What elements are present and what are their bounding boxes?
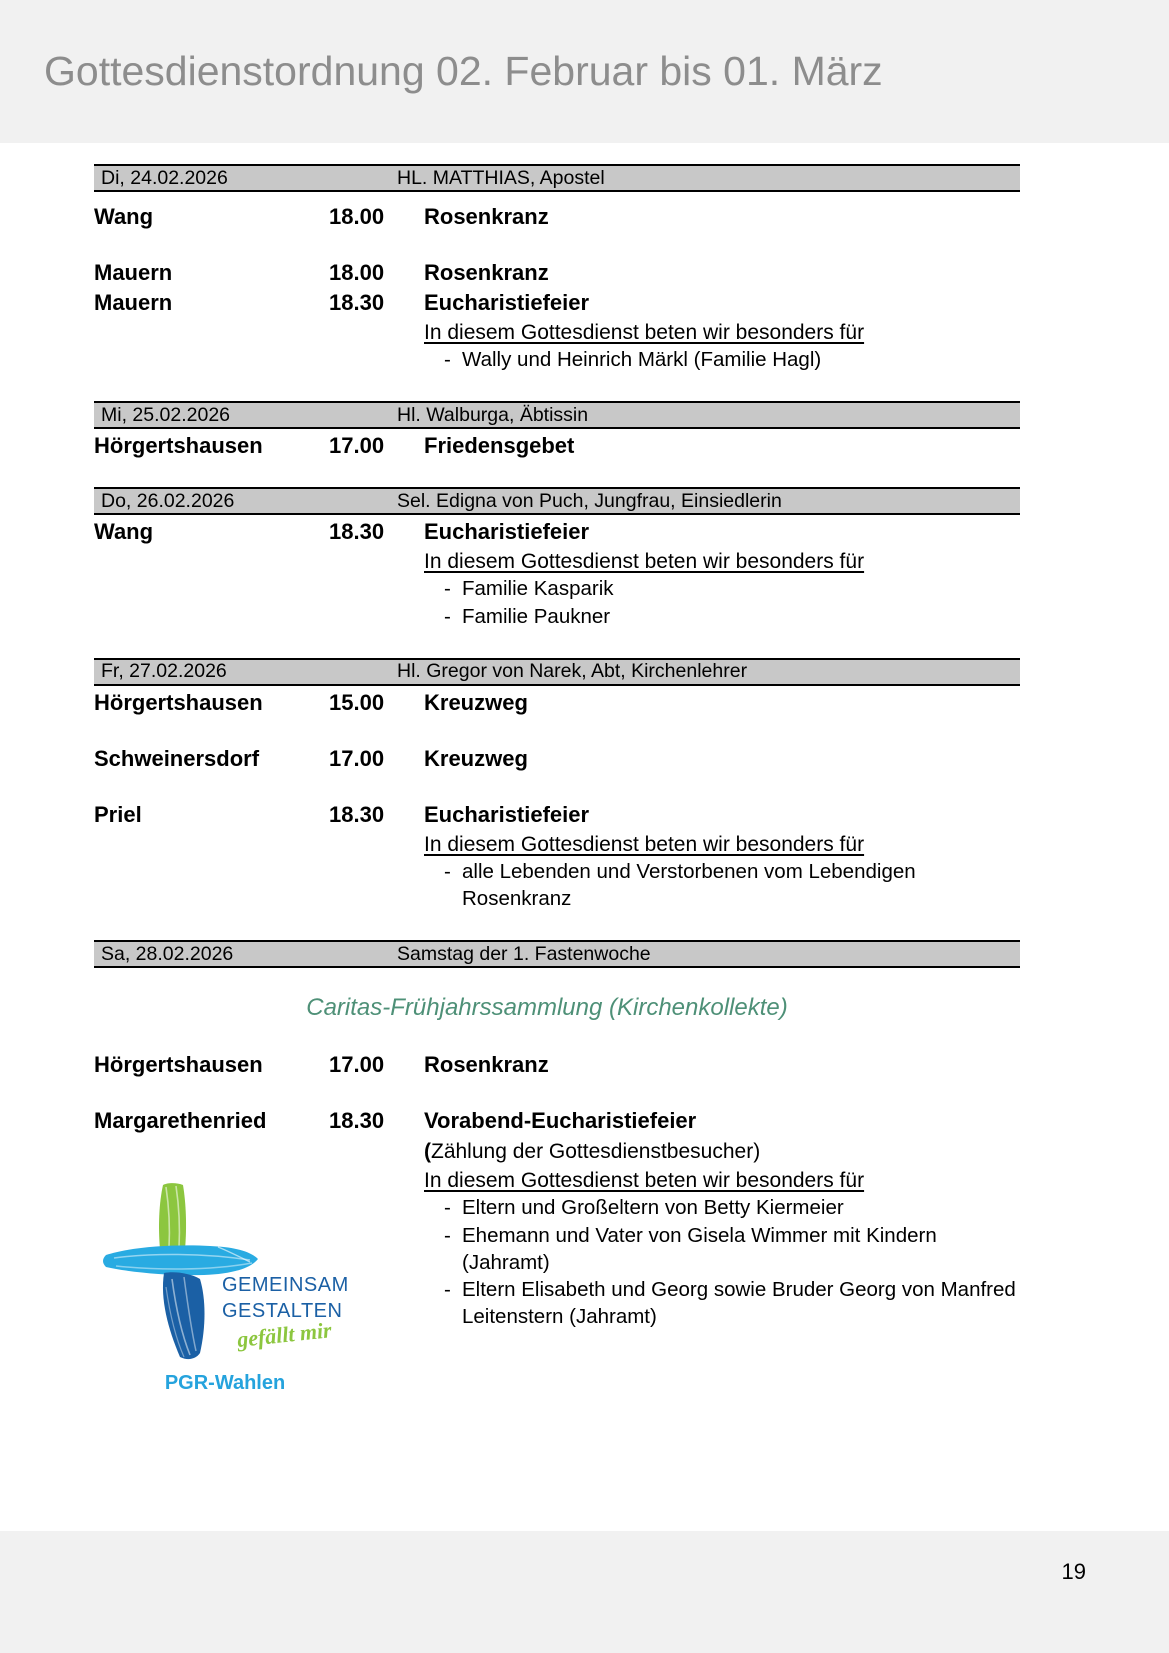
- service-name: Friedensgebet: [424, 433, 575, 459]
- intention-item: - Familie Paukner: [424, 603, 1020, 630]
- service-time: 18.30: [329, 801, 385, 827]
- intentions-list: [424, 1194, 1020, 1330]
- service-note: [424, 1140, 1020, 1164]
- service-name: Rosenkranz: [424, 204, 549, 229]
- day-date: Fr, 27.02.2026: [101, 660, 227, 683]
- logo-line2: GESTALTEN: [222, 1300, 343, 1323]
- row-spacer: [94, 1078, 1020, 1096]
- service-place: Wang: [94, 204, 154, 229]
- row-spacer: [94, 230, 1020, 248]
- service-row: [94, 746, 1020, 772]
- service-name: Eucharistiefeier: [424, 801, 590, 827]
- service-note-prefix: (: [424, 1140, 431, 1164]
- section-spacer: [94, 912, 1020, 940]
- day-header: [94, 487, 1020, 515]
- service-time: 18.30: [329, 519, 385, 545]
- bottom-area: [94, 1169, 1020, 1395]
- day-header: [94, 164, 1020, 192]
- intentions-heading: In diesem Gottesdienst beten wir besonders für: [424, 550, 865, 574]
- service-row: [94, 260, 1020, 286]
- intention-item: - Ehemann und Vater von Gisela Wimmer mit Kindern (Jahramt): [424, 1222, 1020, 1277]
- service-time: 15.00: [329, 689, 385, 715]
- service-time: 18.00: [329, 204, 385, 229]
- service-place: Margarethenried: [94, 1108, 267, 1134]
- service-name: Kreuzweg: [424, 689, 528, 715]
- service-place: Schweinersdorf: [94, 745, 260, 771]
- intention-item: - alle Lebenden und Verstorbenen vom Lebendigen Rosenkranz: [424, 858, 1020, 913]
- intentions-heading: In diesem Gottesdienst beten wir besonders für: [424, 1169, 865, 1193]
- intentions-block: [424, 321, 1020, 373]
- service-note-text: Zählung der Gottesdienstbesucher): [431, 1140, 761, 1164]
- service-row: [94, 690, 1020, 716]
- day-header: [94, 658, 1020, 686]
- section-spacer: [94, 459, 1020, 487]
- day-date: Di, 24.02.2026: [101, 166, 228, 189]
- section-spacer: [94, 373, 1020, 401]
- intention-item: - Familie Kasparik: [424, 575, 1020, 602]
- day-header: [94, 401, 1020, 429]
- row-spacer: [94, 716, 1020, 734]
- service-row: [94, 433, 1020, 459]
- intention-item: - Wally und Heinrich Märkl (Familie Hagl): [424, 346, 1020, 373]
- service-row: [94, 519, 1020, 545]
- day-header: [94, 940, 1020, 968]
- logo-line1: GEMEINSAM: [222, 1274, 349, 1297]
- page-header: [0, 0, 1169, 143]
- service-place: Hörgertshausen: [94, 689, 263, 715]
- service-place: Hörgertshausen: [94, 1052, 263, 1078]
- row-spacer: [94, 1022, 1020, 1040]
- service-name: Rosenkranz: [424, 260, 549, 285]
- intentions-block: [424, 550, 1020, 630]
- service-place: Mauern: [94, 260, 173, 285]
- schedule-content: [94, 143, 1020, 1395]
- row-spacer: [94, 772, 1020, 790]
- service-name: Eucharistiefeier: [424, 519, 590, 545]
- page-title: Gottesdienstordnung 02. Februar bis 01. März: [44, 48, 883, 94]
- service-name: Rosenkranz: [424, 1052, 549, 1078]
- service-name: Eucharistiefeier: [424, 290, 590, 315]
- pgr-wahlen-logo: [100, 1175, 365, 1395]
- day-feast: HL. MATTHIAS, Apostel: [397, 166, 605, 189]
- logo-line3: gefällt mir: [235, 1317, 333, 1353]
- intention-item: - Eltern Elisabeth und Georg sowie Bruder Georg von Manfred Leitenstern (Jahramt): [424, 1276, 1020, 1331]
- day-date: Sa, 28.02.2026: [101, 942, 234, 965]
- service-time: 18.30: [329, 1108, 385, 1134]
- day-feast: Sel. Edigna von Puch, Jungfrau, Einsiedlerin: [397, 489, 782, 512]
- intention-item: - Eltern und Großeltern von Betty Kiermeier: [424, 1194, 1020, 1221]
- day-date: Do, 26.02.2026: [101, 489, 235, 512]
- service-time: 17.00: [329, 1052, 385, 1078]
- intentions-block: [424, 833, 1020, 913]
- service-place: Mauern: [94, 290, 173, 315]
- collection-announcement: Caritas-Frühjahrssammlung (Kirchenkollekte): [306, 994, 788, 1022]
- page-number: 19: [1061, 1559, 1086, 1584]
- day-feast: Samstag der 1. Fastenwoche: [397, 942, 651, 965]
- section-spacer: [94, 630, 1020, 658]
- service-place: Priel: [94, 801, 142, 827]
- service-row: [94, 1108, 1020, 1134]
- day-date: Mi, 25.02.2026: [101, 403, 231, 426]
- service-time: 17.00: [329, 433, 385, 459]
- intentions-list: [424, 575, 1020, 630]
- intentions-list: [424, 858, 1020, 913]
- service-time: 17.00: [329, 745, 385, 771]
- pgr-wahlen-label: PGR-Wahlen: [164, 1372, 286, 1395]
- gemeinsam-gestalten-cross-icon: [100, 1175, 350, 1365]
- day-feast: Hl. Walburga, Äbtissin: [397, 403, 589, 426]
- service-place: Wang: [94, 519, 154, 545]
- intentions-heading: In diesem Gottesdienst beten wir besonders für: [424, 321, 865, 344]
- service-row: [94, 204, 1020, 230]
- service-row: [94, 290, 1020, 316]
- page-footer: [0, 1531, 1169, 1653]
- intentions-list: [424, 346, 1020, 373]
- service-name: Vorabend-Eucharistiefeier: [424, 1108, 697, 1134]
- service-time: 18.30: [329, 290, 385, 315]
- service-row: [94, 802, 1020, 828]
- day-feast: Hl. Gregor von Narek, Abt, Kirchenlehrer: [397, 660, 748, 683]
- intentions-heading: In diesem Gottesdienst beten wir besonders für: [424, 832, 865, 856]
- service-row: [94, 1052, 1020, 1078]
- intentions-block: [424, 1169, 1020, 1330]
- service-place: Hörgertshausen: [94, 433, 263, 459]
- service-time: 18.00: [329, 260, 385, 285]
- service-name: Kreuzweg: [424, 745, 528, 771]
